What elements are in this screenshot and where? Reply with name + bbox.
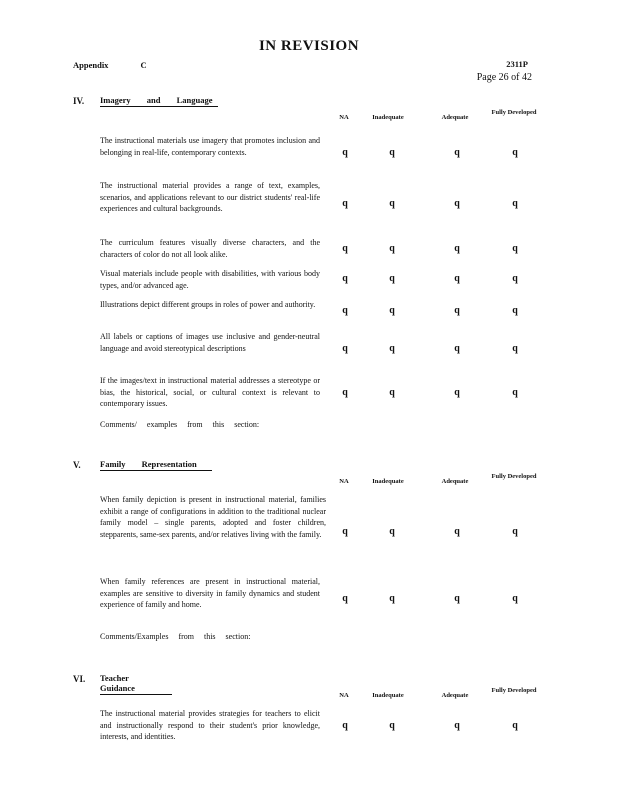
checkbox-adequate[interactable]: q: [454, 526, 460, 537]
checkbox-na[interactable]: q: [342, 198, 348, 209]
checkbox-fully-developed[interactable]: q: [512, 147, 518, 158]
checkbox-adequate[interactable]: q: [454, 243, 460, 254]
document-code: 2311P: [506, 59, 528, 69]
criterion-text: Visual materials include people with disabilities, with various body types, and/or advanced age.: [100, 269, 320, 290]
checkbox-adequate[interactable]: q: [454, 593, 460, 604]
section-title: Teacher Guidance: [100, 673, 172, 695]
column-header-adequate: Adequate: [441, 692, 469, 699]
checkbox-na[interactable]: q: [342, 720, 348, 731]
checkbox-fully-developed[interactable]: q: [512, 198, 518, 209]
checkbox-inadequate[interactable]: q: [389, 526, 395, 537]
column-header-na: NA: [339, 478, 349, 485]
checkbox-adequate[interactable]: q: [454, 198, 460, 209]
checkbox-na[interactable]: q: [342, 273, 348, 284]
checkbox-inadequate[interactable]: q: [389, 243, 395, 254]
criterion-text: The instructional material provides strategies for teachers to elicit and instructionally respond to their student's prior knowledge, interests, and identities.: [100, 709, 320, 741]
column-header-inadequate: Inadequate: [372, 692, 404, 699]
column-header-fully-developed: Fully Developed: [491, 473, 537, 480]
checkbox-na[interactable]: q: [342, 526, 348, 537]
checkbox-na[interactable]: q: [342, 147, 348, 158]
criterion-text: Illustrations depict different groups in roles of power and authority.: [100, 300, 316, 309]
checkbox-na[interactable]: q: [342, 387, 348, 398]
checkbox-fully-developed[interactable]: q: [512, 387, 518, 398]
criterion-text: The curriculum features visually diverse characters, and the characters of color do not all look alike.: [100, 238, 320, 259]
column-header-adequate: Adequate: [441, 478, 469, 485]
criterion-text: If the images/text in instructional material addresses a stereotype or bias, the historical, social, or cultural context is relevant to contemporary issues.: [100, 376, 320, 408]
criterion-text: When family references are present in instructional material, examples are sensitive to diversity in family dynamics and student experience of family and home.: [100, 577, 320, 609]
checkbox-fully-developed[interactable]: q: [512, 243, 518, 254]
checkbox-na[interactable]: q: [342, 343, 348, 354]
checkbox-fully-developed[interactable]: q: [512, 593, 518, 604]
page-number: Page 26 of 42: [476, 72, 532, 83]
checkbox-na[interactable]: q: [342, 243, 348, 254]
checkbox-inadequate[interactable]: q: [389, 147, 395, 158]
checkbox-adequate[interactable]: q: [454, 273, 460, 284]
column-header-inadequate: Inadequate: [372, 478, 404, 485]
section-number: IV.: [73, 96, 85, 106]
section-number: VI.: [73, 674, 86, 684]
column-header-fully-developed: Fully Developed: [491, 109, 537, 116]
checkbox-fully-developed[interactable]: q: [512, 273, 518, 284]
section-title: Imagery and Language: [100, 95, 218, 107]
checkbox-inadequate[interactable]: q: [389, 387, 395, 398]
page-title: IN REVISION: [258, 38, 360, 54]
section-number: V.: [73, 460, 81, 470]
checkbox-inadequate[interactable]: q: [389, 343, 395, 354]
comments-label: Comments/ examples from this section:: [100, 420, 260, 429]
checkbox-na[interactable]: q: [342, 305, 348, 316]
checkbox-inadequate[interactable]: q: [389, 305, 395, 316]
checkbox-fully-developed[interactable]: q: [512, 526, 518, 537]
section-title: Family Representation: [100, 459, 212, 471]
checkbox-adequate[interactable]: q: [454, 720, 460, 731]
appendix-label: Appendix C: [73, 60, 147, 70]
comments-label: Comments/Examples from this section:: [100, 632, 251, 641]
checkbox-inadequate[interactable]: q: [389, 720, 395, 731]
checkbox-adequate[interactable]: q: [454, 305, 460, 316]
checkbox-na[interactable]: q: [342, 593, 348, 604]
checkbox-adequate[interactable]: q: [454, 343, 460, 354]
checkbox-adequate[interactable]: q: [454, 387, 460, 398]
criterion-text: The instructional materials use imagery that promotes inclusion and belonging in real-life, contemporary contexts.: [100, 136, 320, 157]
criterion-text: When family depiction is present in instructional material, families exhibit a range of configurations in addition to the traditional nuclear family model – single parents, adopted and foster children, stepparents, same-sex parents, and/or relatives living with the family.: [100, 495, 326, 539]
criterion-text: The instructional material provides a range of text, examples, scenarios, and applications relevant to our district students' real-life experiences and cultural backgrounds.: [100, 181, 320, 213]
column-header-inadequate: Inadequate: [372, 114, 404, 121]
column-header-fully-developed: Fully Developed: [491, 687, 537, 694]
checkbox-inadequate[interactable]: q: [389, 593, 395, 604]
column-header-adequate: Adequate: [441, 114, 469, 121]
column-header-na: NA: [339, 114, 349, 121]
checkbox-inadequate[interactable]: q: [389, 273, 395, 284]
checkbox-fully-developed[interactable]: q: [512, 720, 518, 731]
checkbox-adequate[interactable]: q: [454, 147, 460, 158]
column-header-na: NA: [339, 692, 349, 699]
checkbox-fully-developed[interactable]: q: [512, 343, 518, 354]
checkbox-fully-developed[interactable]: q: [512, 305, 518, 316]
checkbox-inadequate[interactable]: q: [389, 198, 395, 209]
criterion-text: All labels or captions of images use inclusive and gender-neutral language and avoid stereotypical descriptions: [100, 332, 320, 353]
